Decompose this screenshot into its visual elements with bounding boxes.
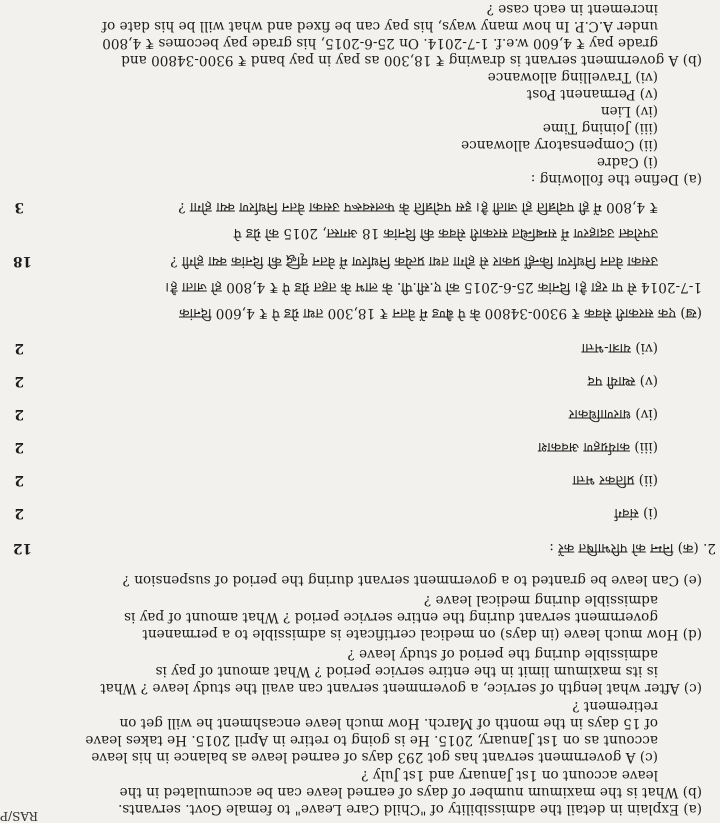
page-corner-code: RAS/P (0, 809, 39, 823)
q1a-line: (a) Explain in detail the admissibility of "Child Care Leave" to female Govt. servants. (118, 801, 702, 817)
mark-2-iii: 2 (14, 439, 24, 455)
mark-2-iv: 2 (14, 406, 24, 422)
q2-kha-line-3: उसका वेतन निर्धारण किन्हीं प्रकार से होगा तथा प्रत्येक निर्धारण में वेतन वृद्धि की दिनांक क्या होगी ? (170, 253, 658, 269)
q2-ka-iii: (iii) कार्यग्रहण अवकाश (538, 439, 658, 455)
q2-ka-iv: (iv) धारणाधिकार (568, 406, 658, 422)
q2b-line-3: under A.C.P. In how many ways, his pay can be fixed and what will be his date of (102, 18, 658, 34)
q1d-line: (d) How much leave (in days) on medical certificate is admissible to a permanent (142, 626, 702, 642)
q2a-heading: (a) Define the following : (530, 171, 702, 187)
q2-kha-line-4: उपरोक्त उदाहरण में सम्बन्धित सरकारी सेवक की दिनांक 18 अगस्त, 2015 को ग्रेड पे (233, 225, 658, 241)
q2a-vi: (vi) Travelling allowance (487, 69, 658, 85)
q2a-ii: (ii) Compensatory allowance (461, 137, 658, 153)
mark-2-vi: 2 (14, 340, 24, 356)
q2-ka-heading: 2. (क) निम्न को परिभाषित करें : (549, 540, 716, 556)
q2-kha-line: (ख) एक सरकारी सेवक ₹ 9300-34800 के पे बैण्ड में वेतन ₹ 18,300 तथा ग्रेड पे ₹ 4,600 दिनांक (179, 305, 702, 321)
q1b-line-2: leave account on 1st January and 1st July ? (361, 767, 658, 783)
q1c2-line-3: admissible during the period of study leave ? (347, 646, 658, 662)
q2a-iv: (iv) Lien (600, 103, 658, 119)
mark-2-ii: 2 (14, 472, 24, 488)
q2-ka-vi: (vi) यात्रा-भत्ता (581, 340, 658, 356)
mark-2-i: 2 (14, 505, 24, 521)
q1c-line-2: account as on 1st January, 2015. He is going to retire in April 2015. He takes leave (85, 732, 658, 748)
q2-ka-i: (i) संवर्ग (614, 505, 658, 521)
q2a-iii: (iii) Joining Time (542, 120, 658, 136)
q1c-line: (c) A government servant has got 293 days of earned leave as balance in his leave (91, 749, 658, 765)
q2a-v: (v) Permanent Post (526, 86, 658, 102)
q2b-line-4: increment in each case ? (486, 1, 658, 17)
q2b-line: (b) A government servant is drawing ₹ 18,300 as pay in pay band ₹ 9300-34800 and (121, 52, 702, 68)
q2-kha-line-2: 1-7-2014 से पा रहा है। दिनांक 25-6-2015 को ए.सी.पी. के लाभ के तहत ग्रेड पे ₹ 4,800 हो जाता है। (165, 279, 702, 295)
mark-12: 12 (13, 540, 32, 556)
q1c-line-4: retirement ? (572, 698, 658, 714)
q2a-i: (i) Cadre (596, 154, 658, 170)
mark-18: 18 (13, 253, 32, 269)
mark-2-v: 2 (14, 373, 24, 389)
q1c2-line: (c) After what length of service, a government servant can avail the study leave ? What (100, 680, 702, 696)
mark-3: 3 (14, 199, 24, 215)
q2b-line-2: grade pay ₹ 4,600 w.e.f. 1-7-2014. On 25-6-2015, his grade pay becomes ₹ 4,800 (102, 35, 658, 51)
q2-ka-ii: (ii) प्रतिकर भत्ता (572, 472, 658, 488)
q1d-line-3: admissible during medical leave ? (423, 592, 658, 608)
q2-ka-v: (v) स्थायी पद (587, 373, 658, 389)
q1c-line-3: of 15 days in the month of March. How much leave encashment he will get on (119, 715, 658, 731)
q1b-line: (b) What is the maximum number of days of earned leave can be accumulated in the (119, 784, 702, 800)
q1e-line: (e) Can leave be granted to a government servant during the period of suspension ? (122, 572, 702, 588)
q1d-line-2: government servant during the entire service period ? What amount of pay is (123, 609, 658, 625)
q2-kha-line-5: ₹ 4,800 में ही पदोन्नति हो जाती है। इस पदोन्नति के फलस्वरूप उसका वेतन निर्धारण क्या होगा ? (178, 199, 658, 215)
q1c2-line-2: is its maximum limit in the entire service period ? What amount of pay is (155, 663, 658, 679)
